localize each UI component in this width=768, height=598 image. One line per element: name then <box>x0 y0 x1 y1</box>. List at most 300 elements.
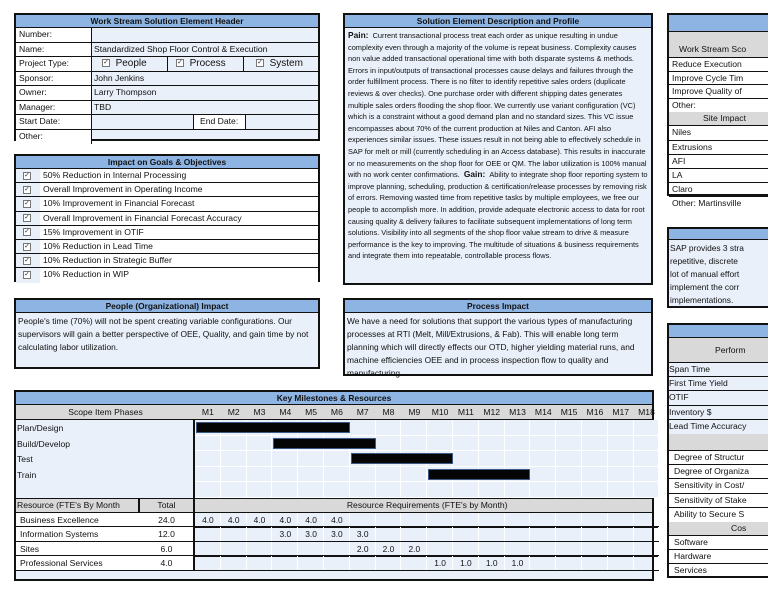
goal-item[interactable] <box>16 197 318 211</box>
gantt-cell <box>530 451 556 467</box>
resource-value: 1.0 <box>511 558 524 568</box>
month-header: M16 <box>586 407 604 417</box>
grid-line <box>452 542 453 556</box>
cost-item-label: Hardware <box>674 551 712 562</box>
resource-value: 3.0 <box>356 529 369 539</box>
gantt-cell <box>582 467 608 483</box>
gantt-cell <box>479 420 505 436</box>
checkbox-icon[interactable]: ✓ <box>24 185 30 193</box>
resource-total: 4.0 <box>160 558 173 568</box>
checkbox-icon[interactable]: ✓ <box>24 271 30 279</box>
risk-item-label: Degree of Organiza <box>674 466 749 477</box>
resource-header: Resource (FTE's By Month <box>17 499 120 510</box>
goal-item[interactable] <box>16 254 318 268</box>
gantt-bar[interactable] <box>273 438 375 449</box>
gantt-cell <box>556 482 582 498</box>
gantt-cell <box>453 420 479 436</box>
site-item-label: Extrusions <box>672 141 713 152</box>
gantt-cell <box>608 436 634 452</box>
resource-value: 1.0 <box>460 558 472 568</box>
checkbox-icon[interactable]: ✓ <box>24 214 30 222</box>
grid-line <box>607 527 608 541</box>
metric-item-label: OTIF <box>669 392 689 403</box>
gantt-cell <box>634 451 660 467</box>
gantt-cell <box>634 467 660 483</box>
grid-line <box>323 542 324 556</box>
gantt-cell <box>401 467 427 483</box>
gantt-cell <box>350 467 376 483</box>
risk-header <box>669 434 768 451</box>
grid-line <box>529 513 530 527</box>
metric-item <box>669 363 768 377</box>
grid-line <box>478 527 479 541</box>
metric-item <box>669 406 768 420</box>
description-panel <box>343 13 653 285</box>
scope-header: Work Stream Sco <box>669 32 768 58</box>
gantt-cell <box>479 451 505 467</box>
goal-label: 10% Reduction in WIP <box>40 268 318 282</box>
checkbox-icon[interactable]: ✓ <box>177 59 183 67</box>
grid-line <box>349 556 350 570</box>
grid-line <box>478 542 479 556</box>
site-item <box>669 126 768 140</box>
month-header: M8 <box>382 407 395 417</box>
site-list <box>669 126 768 211</box>
grid-line <box>452 513 453 527</box>
gantt-cell <box>401 436 427 452</box>
cost-header: Cos <box>669 522 768 536</box>
process-text: We have a need for solutions that support the various types of manufacturing processes at RTI (Melt, Mill/Extrusions, & Fab). This will enable long term planning which will directly effects our OTD, higher yielding material runs, and machine efficiencies OEE and in process inspection flow to quality and manufacturing.. <box>347 316 635 378</box>
process-panel <box>343 298 653 376</box>
resource-value: 4.0 <box>331 514 343 525</box>
grid-line <box>658 556 659 570</box>
owner-field[interactable]: Larry Thompson <box>94 87 157 97</box>
site-item <box>669 169 768 183</box>
grid-line <box>297 556 298 570</box>
name-label: Name: <box>16 43 92 57</box>
resource-value: 4.0 <box>305 514 317 525</box>
number-label: Number: <box>16 28 92 42</box>
other-label: Other: <box>16 130 92 145</box>
gantt-cell <box>298 451 324 467</box>
resource-label: Sites <box>20 543 40 554</box>
grid-line <box>375 513 376 527</box>
gantt-bar[interactable] <box>428 469 530 480</box>
resource-value: 4.0 <box>227 514 240 525</box>
resource-label: Business Excellence <box>20 514 99 525</box>
gantt-bar[interactable] <box>351 453 453 464</box>
resource-value: 2.0 <box>356 543 369 554</box>
grid-line <box>323 556 324 570</box>
resource-label: Professional Services <box>20 558 103 568</box>
scope-item <box>669 72 768 86</box>
resource-value: 1.0 <box>434 558 446 568</box>
site-item <box>669 141 768 155</box>
month-header: M4 <box>279 407 292 417</box>
scope-panel <box>667 13 768 209</box>
gantt-cell <box>530 467 556 483</box>
metric-item <box>669 391 768 405</box>
gantt-cell <box>427 436 453 452</box>
grid-line <box>658 513 659 527</box>
gantt-cell <box>272 467 298 483</box>
goal-label: 10% Improvement in Financial Forecast <box>40 197 318 210</box>
site-item <box>669 197 768 211</box>
grid-line <box>581 556 582 570</box>
gantt-cell <box>530 420 556 436</box>
site-item-label: AFI <box>672 155 686 166</box>
grid-line <box>271 556 272 570</box>
grid-line <box>220 542 221 556</box>
scope-list <box>669 58 768 112</box>
grid-line <box>297 542 298 556</box>
resource-value: 4.0 <box>279 514 292 525</box>
grid-line <box>607 556 608 570</box>
number-field[interactable] <box>92 28 318 42</box>
gantt-bar[interactable] <box>196 422 350 433</box>
pain-text: Current transactional process treat each order as unique resulting in undue complexity even through a majority of the volume is repeat business. Complexity causes non value added transactional operational time with both disparate systems & methods. Errors in input/outputs of transactional processes cause delays and failures through the order fulfillment process. There is no filter to identify repetitive sales orders (duplicate reviews & over checks). One purchase order with different shipping dates generates multiple sales orders flooding the shop floor. We currently use variant configuration (VC) which is a constraint without a good demand plan and no standard sizes. This VC issue encompasses about 70% of the current production at Niles and Canton. AFI also experiences similar issues. These issues result in not being able to effectively schedule in SAP for melt or mill (currently scheduling in an Access database). This results in inaccurate or no measurements on the shop floor for OEE or QM. The labor utilization is 100% manual with no work center confirmations. <box>348 31 647 180</box>
month-header: M5 <box>305 407 318 417</box>
gantt-cell <box>505 482 531 498</box>
gantt-cell <box>453 436 479 452</box>
phase-label: Test <box>17 454 33 464</box>
gantt-cell <box>195 467 221 483</box>
gantt-cell <box>195 451 221 467</box>
grid-line <box>478 513 479 527</box>
grid-line <box>504 542 505 556</box>
description-panel-title: Solution Element Description and Profile <box>345 15 651 28</box>
gantt-cell <box>247 451 273 467</box>
cost-item <box>669 564 768 578</box>
resource-value: 1.0 <box>485 558 498 568</box>
checkbox-icon[interactable]: ✓ <box>257 59 263 67</box>
gantt-cell <box>247 436 273 452</box>
gantt-cell <box>530 482 556 498</box>
gantt-cell <box>272 451 298 467</box>
gantt-cell <box>582 482 608 498</box>
risk-list <box>669 451 768 522</box>
site-header: Site Impact <box>669 112 768 126</box>
grid-line <box>246 556 247 570</box>
gantt-cell <box>634 436 660 452</box>
gantt-cell <box>505 451 531 467</box>
performance-header: Perform <box>669 338 768 363</box>
goal-checkbox[interactable] <box>16 212 40 225</box>
checkbox-icon[interactable]: ✓ <box>24 242 30 250</box>
grid-line <box>555 542 556 556</box>
grid-line <box>555 556 556 570</box>
gantt-cell <box>453 482 479 498</box>
scope-item-label: Other: <box>672 99 696 110</box>
grid-line <box>271 542 272 556</box>
goal-checkbox[interactable] <box>16 183 40 196</box>
gantt-cell <box>556 451 582 467</box>
phase-label: Build/Develop <box>17 438 71 449</box>
resource-value: 2.0 <box>408 543 421 554</box>
people-text: People's time (70%) will not be spent creating variable configurations. Our supervisors will gain a better perspective of OEE, Quality, and gain time by not calculating labor utilization. <box>18 316 309 352</box>
grid-line <box>400 513 401 527</box>
grid-line <box>658 542 659 556</box>
sponsor-field[interactable]: John Jenkins <box>94 72 145 83</box>
risk-item-label: Degree of Structur <box>674 451 745 462</box>
gantt-cell <box>479 482 505 498</box>
gantt-cell <box>530 436 556 452</box>
month-header: M1 <box>201 407 214 417</box>
scope-item-label: Reduce Execution <box>672 59 742 69</box>
scope-item <box>669 99 768 113</box>
cost-item-label: Software <box>674 536 708 547</box>
site-item-label: Niles <box>672 127 692 138</box>
gantt-cell <box>634 482 660 498</box>
gantt-cell <box>324 451 350 467</box>
month-header: M12 <box>483 407 501 417</box>
gantt-cell <box>324 467 350 483</box>
performance-panel-header <box>669 325 768 338</box>
cost-item <box>669 550 768 564</box>
checkbox-icon[interactable]: ✓ <box>103 59 109 67</box>
grid-line <box>555 513 556 527</box>
gantt-cell <box>608 451 634 467</box>
goal-item[interactable] <box>16 169 318 183</box>
resource-label: Information Systems <box>20 529 99 539</box>
sap-panel-header <box>669 229 768 240</box>
scope-item <box>669 58 768 72</box>
process-panel-title: Process Impact <box>345 300 651 313</box>
month-header: M17 <box>612 407 630 417</box>
site-item-label: LA <box>672 169 683 180</box>
goal-checkbox[interactable] <box>16 197 40 210</box>
gantt-cell <box>221 482 247 498</box>
goal-label: 10% Reduction in Lead Time <box>40 240 318 253</box>
scope-item-label: Improve Quality of <box>672 86 742 97</box>
goal-item[interactable] <box>16 226 318 240</box>
cost-list <box>669 536 768 579</box>
goal-checkbox[interactable] <box>16 226 40 239</box>
owner-label: Owner: <box>16 86 92 100</box>
month-header: M10 <box>431 407 449 417</box>
cost-item-label: Services <box>674 565 707 576</box>
metric-item-label: Lead Time Accuracy <box>669 420 747 431</box>
total-header: Total <box>157 499 176 510</box>
gantt-cell <box>350 482 376 498</box>
month-header: M18 <box>638 407 655 417</box>
manager-label: Manager: <box>16 101 92 115</box>
goals-panel-title: Impact on Goals & Objectives <box>16 156 318 169</box>
goal-checkbox[interactable] <box>16 268 40 282</box>
resource-value: 4.0 <box>202 514 214 525</box>
grid-line <box>400 527 401 541</box>
resource-value: 3.0 <box>331 529 343 539</box>
metric-item-label: First Time Yield <box>669 378 728 389</box>
gantt-cell <box>608 467 634 483</box>
grid-line <box>220 556 221 570</box>
gantt-cell <box>195 436 221 452</box>
goal-item[interactable] <box>16 183 318 197</box>
goal-label: Overall Improvement in Operating Income <box>40 183 318 196</box>
phases-header: Scope Item Phases <box>68 407 143 417</box>
requirements-header: Resource Requirements (FTE's by Month) <box>346 499 508 510</box>
grid-line <box>581 527 582 541</box>
goal-item[interactable] <box>16 212 318 226</box>
gantt-cell <box>376 436 402 452</box>
gantt-cell <box>505 436 531 452</box>
gantt-cell <box>272 482 298 498</box>
milestones-title: Key Milestones & Resources <box>16 392 652 405</box>
header-panel <box>14 13 320 141</box>
gantt-cell <box>634 420 660 436</box>
gantt-cell <box>350 420 376 436</box>
gantt-cell <box>505 420 531 436</box>
grid-line <box>633 527 634 541</box>
scope-panel-header <box>669 15 768 32</box>
goals-panel <box>14 154 320 282</box>
gantt-cell <box>324 482 350 498</box>
grid-line <box>529 527 530 541</box>
grid-line <box>581 542 582 556</box>
gantt-cell <box>298 467 324 483</box>
cost-item <box>669 536 768 550</box>
metric-item-label: Inventory $ <box>669 406 712 417</box>
resource-total: 6.0 <box>160 543 173 554</box>
gantt-cell <box>247 482 273 498</box>
project-type-system[interactable]: ✓ System <box>257 58 303 69</box>
gantt-chart <box>16 405 655 579</box>
pain-label: Pain: <box>348 30 369 40</box>
risk-item <box>669 479 768 493</box>
grid-line <box>581 513 582 527</box>
milestones-panel <box>14 390 654 581</box>
project-type-process[interactable]: ✓ Process <box>168 57 244 71</box>
goal-checkbox[interactable] <box>16 240 40 253</box>
site-item <box>669 155 768 169</box>
people-panel-title: People (Organizational) Impact <box>16 300 318 313</box>
gantt-cell <box>221 467 247 483</box>
goal-item[interactable] <box>16 268 318 282</box>
grid-line <box>504 527 505 541</box>
gantt-cell <box>582 420 608 436</box>
risk-item <box>669 465 768 479</box>
grid-line <box>426 513 427 527</box>
grid-line <box>633 513 634 527</box>
grid-line <box>426 527 427 541</box>
gantt-cell <box>453 451 479 467</box>
gantt-cell <box>376 467 402 483</box>
month-header: M7 <box>356 407 369 417</box>
resource-value: 2.0 <box>382 543 395 554</box>
risk-item <box>669 451 768 465</box>
goal-label: 10% Reduction in Strategic Buffer <box>40 254 318 267</box>
grid-line <box>452 527 453 541</box>
goal-item[interactable] <box>16 240 318 254</box>
name-field[interactable]: Standardized Shop Floor Control & Execution <box>94 43 268 54</box>
people-panel <box>14 298 320 369</box>
resource-total: 24.0 <box>158 514 175 525</box>
checkbox-icon[interactable]: ✓ <box>24 228 30 236</box>
goal-label: Overall Improvement in Financial Forecast Accuracy <box>40 212 318 225</box>
checkbox-icon[interactable]: ✓ <box>24 256 30 264</box>
sap-panel <box>667 227 768 308</box>
start-date-field[interactable] <box>92 115 194 129</box>
gantt-cell <box>221 436 247 452</box>
risk-item <box>669 494 768 508</box>
checkbox-icon[interactable]: ✓ <box>24 171 30 179</box>
description-text <box>345 28 651 264</box>
end-date-label: End Date: <box>194 115 246 129</box>
gantt-cell <box>556 436 582 452</box>
gantt-cell <box>608 482 634 498</box>
grid-line <box>555 527 556 541</box>
resource-row-border <box>195 541 659 543</box>
checkbox-icon[interactable]: ✓ <box>24 200 30 208</box>
grid-line <box>607 542 608 556</box>
risk-item-label: Sensitivity of Stake <box>674 494 747 505</box>
gantt-cell <box>582 436 608 452</box>
resource-total: 12.0 <box>158 529 175 539</box>
sponsor-label: Sponsor: <box>16 72 92 86</box>
goal-checkbox[interactable] <box>16 169 40 182</box>
grid-line <box>375 556 376 570</box>
gantt-cell <box>556 420 582 436</box>
scope-item-label: Improve Cycle Tim <box>672 72 744 83</box>
metric-list <box>669 363 768 434</box>
project-type-people[interactable]: ✓ People <box>92 57 168 71</box>
month-header: M6 <box>330 407 343 417</box>
site-item-label: Claro <box>672 184 693 195</box>
gain-text: Ability to integrate shop floor reporting system to improve planning, scheduling, production & certification/release processes by removing risk of errors. Removing wasted time from repetitive tasks by multiple employees, we free our people to accomplish more. In addition, provide adequate electronic access to data for root causing quality & delivery failures to facilitate subsequent implementations of long term solutions. Visibility into all segments of the shop floor value stream to drive & measure performance is the key to improving. The multitude of situations & business requirements and integrate them into repeatable, controllable process flows. <box>348 170 648 261</box>
grid-line <box>607 513 608 527</box>
other-field[interactable] <box>92 130 318 145</box>
header-panel-title: Work Stream Solution Element Header <box>16 15 318 28</box>
scope-item <box>669 85 768 99</box>
risk-item-label: Sensitivity in Cost/ <box>674 480 745 491</box>
grid-line <box>246 542 247 556</box>
manager-field[interactable]: TBD <box>94 101 112 112</box>
risk-item-label: Ability to Secure S <box>674 508 745 519</box>
month-header: M13 <box>509 407 526 417</box>
project-type-label: Project Type: <box>16 57 92 71</box>
grid-line <box>220 527 221 541</box>
sap-text: SAP provides 3 stra repetitive, discrete lot of manual effort implement the corr implementations. <box>670 243 744 305</box>
metric-item <box>669 420 768 434</box>
gantt-cell <box>376 420 402 436</box>
grid-line <box>633 556 634 570</box>
grid-line <box>529 542 530 556</box>
gantt-cell <box>608 420 634 436</box>
gantt-cell <box>376 482 402 498</box>
phase-label: Plan/Design <box>17 423 64 433</box>
site-item-label: Other: Martinsville <box>672 198 742 209</box>
gantt-cell <box>298 482 324 498</box>
month-header: M2 <box>227 407 240 417</box>
month-header: M11 <box>457 407 474 417</box>
goal-checkbox[interactable] <box>16 254 40 267</box>
month-header: M3 <box>253 407 266 417</box>
month-header: M15 <box>560 407 578 417</box>
gantt-cell <box>479 436 505 452</box>
goal-label: 15% Improvement in OTIF <box>40 226 318 239</box>
grid-divider <box>193 498 195 571</box>
gantt-cell <box>221 451 247 467</box>
site-item <box>669 183 768 197</box>
metric-item-label: Span Time <box>669 364 711 374</box>
goals-list <box>16 169 318 283</box>
risk-item <box>669 508 768 522</box>
goal-label: 50% Reduction in Internal Processing <box>40 169 318 182</box>
end-date-field[interactable] <box>246 115 318 129</box>
gain-label: Gain: <box>463 169 486 180</box>
gantt-cell <box>247 467 273 483</box>
gantt-cell <box>556 467 582 483</box>
